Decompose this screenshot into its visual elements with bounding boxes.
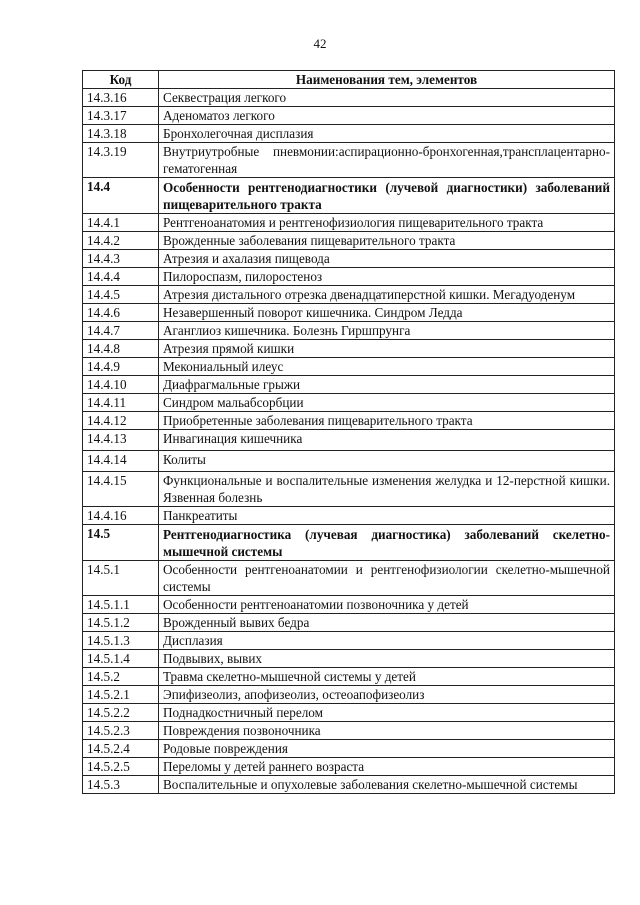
row-name: Аганглиоз кишечника. Болезнь Гиршпрунга	[159, 322, 615, 340]
table-row	[83, 89, 615, 107]
table-row	[83, 614, 615, 632]
header-name: Наименования тем, элементов	[159, 71, 615, 89]
row-code: 14.4.1	[83, 214, 159, 232]
row-name: Функциональные и воспалительные изменения желудка и 12-перстной кишки. Язвенная болезнь	[159, 472, 615, 507]
row-code: 14.3.16	[83, 89, 159, 107]
table-row	[83, 668, 615, 686]
row-name: Незавершенный поворот кишечника. Синдром Ледда	[159, 304, 615, 322]
row-name: Аденоматоз легкого	[159, 107, 615, 125]
row-name: Диафрагмальные грыжи	[159, 376, 615, 394]
table-row	[83, 304, 615, 322]
row-name: Рентгенодиагностика (лучевая диагностика) заболеваний скелетно-мышечной системы	[159, 525, 615, 561]
row-code: 14.5	[83, 525, 159, 561]
page-number: 42	[313, 36, 327, 51]
row-code: 14.4.16	[83, 507, 159, 525]
row-code: 14.4	[83, 178, 159, 214]
row-code: 14.5.1	[83, 561, 159, 596]
row-code: 14.5.1.1	[83, 596, 159, 614]
row-code: 14.5.2.3	[83, 722, 159, 740]
row-name: Родовые повреждения	[159, 740, 615, 758]
row-name: Особенности рентгеноанатомии позвоночника у детей	[159, 596, 615, 614]
row-code: 14.5.3	[83, 776, 159, 794]
table-row	[83, 507, 615, 525]
row-code: 14.5.2.5	[83, 758, 159, 776]
row-code: 14.4.8	[83, 340, 159, 358]
row-code: 14.4.10	[83, 376, 159, 394]
row-name: Пилороспазм, пилоростеноз	[159, 268, 615, 286]
table-row	[83, 268, 615, 286]
row-code: 14.4.11	[83, 394, 159, 412]
row-name: Атрезия дистального отрезка двенадцатиперстной кишки. Мегадуоденум	[159, 286, 615, 304]
row-name: Приобретенные заболевания пищеварительного тракта	[159, 412, 615, 430]
row-code: 14.4.2	[83, 232, 159, 250]
table-row	[83, 107, 615, 125]
row-name: Рентгеноанатомия и рентгенофизиология пищеварительного тракта	[159, 214, 615, 232]
table-section-row	[83, 525, 615, 561]
row-name: Травма скелетно-мышечной системы у детей	[159, 668, 615, 686]
table-row	[83, 214, 615, 232]
row-name: Повреждения позвоночника	[159, 722, 615, 740]
row-name: Врожденный вывих бедра	[159, 614, 615, 632]
row-code: 14.5.1.4	[83, 650, 159, 668]
table-row	[83, 650, 615, 668]
table-row	[83, 250, 615, 268]
table-row	[83, 125, 615, 143]
row-name: Бронхолегочная дисплазия	[159, 125, 615, 143]
table-row	[83, 704, 615, 722]
row-code: 14.5.2.1	[83, 686, 159, 704]
row-name: Мекониальный илеус	[159, 358, 615, 376]
table-row	[83, 358, 615, 376]
row-code: 14.4.6	[83, 304, 159, 322]
table-row	[83, 740, 615, 758]
table-row	[83, 412, 615, 430]
row-code: 14.4.12	[83, 412, 159, 430]
row-code: 14.5.1.3	[83, 632, 159, 650]
row-name: Особенности рентгеноанатомии и рентгенофизиологии скелетно-мышечной системы	[159, 561, 615, 596]
row-name: Внутриутробные пневмонии:аспирационно-бронхогенная,трансплацентарно-гематогенная	[159, 143, 615, 178]
row-name: Эпифизеолиз, апофизеолиз, остеоапофизеолиз	[159, 686, 615, 704]
row-code: 14.3.17	[83, 107, 159, 125]
table-section-row	[83, 178, 615, 214]
table-row	[83, 394, 615, 412]
row-name: Атрезия прямой кишки	[159, 340, 615, 358]
row-name: Атрезия и ахалазия пищевода	[159, 250, 615, 268]
table-row	[83, 376, 615, 394]
topics-table	[82, 70, 615, 794]
table-row	[83, 722, 615, 740]
row-name: Инвагинация кишечника	[159, 430, 615, 451]
row-name: Подвывих, вывих	[159, 650, 615, 668]
table-row	[83, 561, 615, 596]
table-row	[83, 232, 615, 250]
row-name: Воспалительные и опухолевые заболевания скелетно-мышечной системы	[159, 776, 615, 794]
table-row	[83, 686, 615, 704]
row-name: Секвестрация легкого	[159, 89, 615, 107]
row-code: 14.5.2.2	[83, 704, 159, 722]
row-code: 14.5.2.4	[83, 740, 159, 758]
table-header-row	[83, 71, 615, 89]
table-row	[83, 451, 615, 472]
table-row	[83, 430, 615, 451]
row-code: 14.4.13	[83, 430, 159, 451]
table-row	[83, 632, 615, 650]
row-code: 14.5.2	[83, 668, 159, 686]
table-row	[83, 472, 615, 507]
table-row	[83, 340, 615, 358]
row-name: Дисплазия	[159, 632, 615, 650]
row-name: Колиты	[159, 451, 615, 472]
row-code: 14.5.1.2	[83, 614, 159, 632]
row-code: 14.3.18	[83, 125, 159, 143]
row-name: Поднадкостничный перелом	[159, 704, 615, 722]
table-row	[83, 758, 615, 776]
row-code: 14.3.19	[83, 143, 159, 178]
table-row	[83, 286, 615, 304]
table-row	[83, 322, 615, 340]
row-name: Врожденные заболевания пищеварительного тракта	[159, 232, 615, 250]
row-name: Переломы у детей раннего возраста	[159, 758, 615, 776]
row-code: 14.4.14	[83, 451, 159, 472]
row-code: 14.4.9	[83, 358, 159, 376]
row-code: 14.4.7	[83, 322, 159, 340]
header-code: Код	[83, 71, 159, 89]
row-code: 14.4.3	[83, 250, 159, 268]
table-row	[83, 143, 615, 178]
row-name: Синдром мальабсорбции	[159, 394, 615, 412]
table-row	[83, 596, 615, 614]
row-name: Особенности рентгенодиагностики (лучевой диагностики) заболеваний пищеварительного тракта	[159, 178, 615, 214]
table-body	[83, 89, 615, 794]
row-code: 14.4.15	[83, 472, 159, 507]
table-row	[83, 776, 615, 794]
row-code: 14.4.4	[83, 268, 159, 286]
row-code: 14.4.5	[83, 286, 159, 304]
row-name: Панкреатиты	[159, 507, 615, 525]
